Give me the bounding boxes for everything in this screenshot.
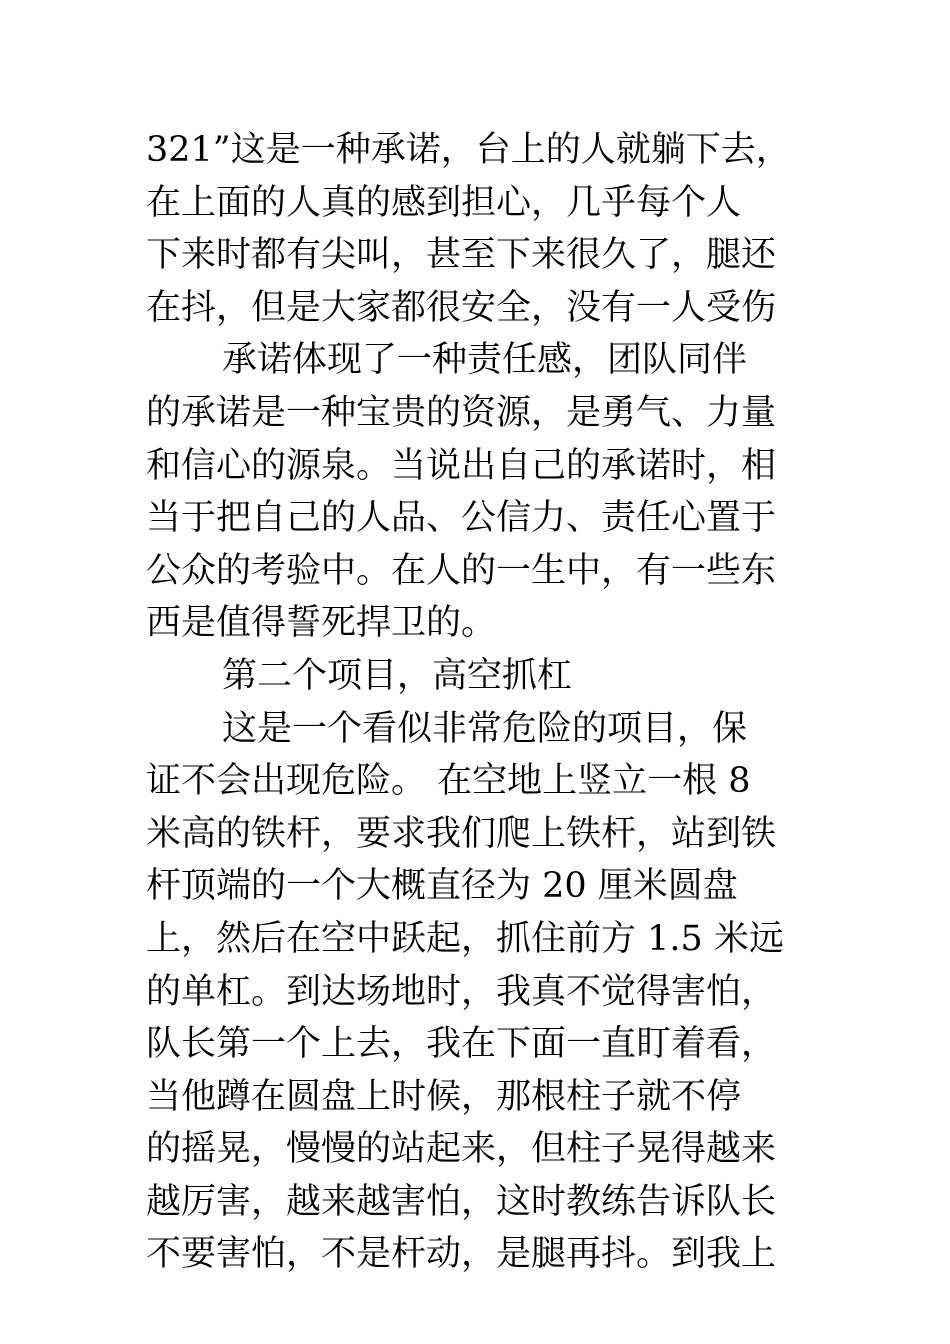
text-line: 和信心的源泉。当说出自己的承诺时，相	[146, 445, 777, 486]
text-line: 在上面的人真的感到担心，几乎每个人	[146, 182, 742, 223]
section-heading: 第二个项目，高空抓杠	[222, 655, 573, 696]
text-line: 当他蹲在圆盘上时候，那根柱子就不停	[146, 1076, 742, 1117]
paragraph-first-line: 承诺体现了一种责任感，团队同伴	[222, 340, 748, 381]
body-text	[146, 124, 816, 1281]
text-line: 越厉害，越来越害怕，这时教练告诉队长	[146, 1181, 777, 1222]
text-line: 下来时都有尖叫，甚至下来很久了，腿还	[146, 235, 777, 276]
text-line: 的单杠。到达场地时，我真不觉得害怕，	[146, 971, 777, 1012]
text-line: 队长第一个上去，我在下面一直盯着看，	[146, 1024, 777, 1065]
text-line: 米高的铁杆，要求我们爬上铁杆，站到铁	[146, 813, 777, 854]
paragraph-first-line: 这是一个看似非常危险的项目，保	[222, 708, 748, 749]
text-line: 的摇晃，慢慢的站起来，但柱子晃得越来	[146, 1129, 777, 1170]
text-line: 当于把自己的人品、公信力、责任心置于	[146, 498, 777, 539]
text-line: 证不会出现危险。 在空地上竖立一根 8	[146, 761, 751, 802]
text-line: 321”这是一种承诺，台上的人就躺下去，	[146, 130, 791, 170]
text-line: 西是值得誓死捍卫的。	[146, 603, 497, 644]
text-line: 不要害怕，不是杆动，是腿再抖。到我上	[146, 1234, 777, 1275]
text-line: 杆顶端的一个大概直径为 20 厘米圆盘	[146, 866, 738, 907]
text-line: 上，然后在空中跃起，抓住前方 1.5 米远	[146, 918, 784, 959]
text-line: 在抖，但是大家都很安全，没有一人受伤	[146, 287, 777, 328]
text-line: 的承诺是一种宝贵的资源，是勇气、力量	[146, 392, 777, 433]
text-line: 公众的考验中。在人的一生中，有一些东	[146, 550, 777, 591]
